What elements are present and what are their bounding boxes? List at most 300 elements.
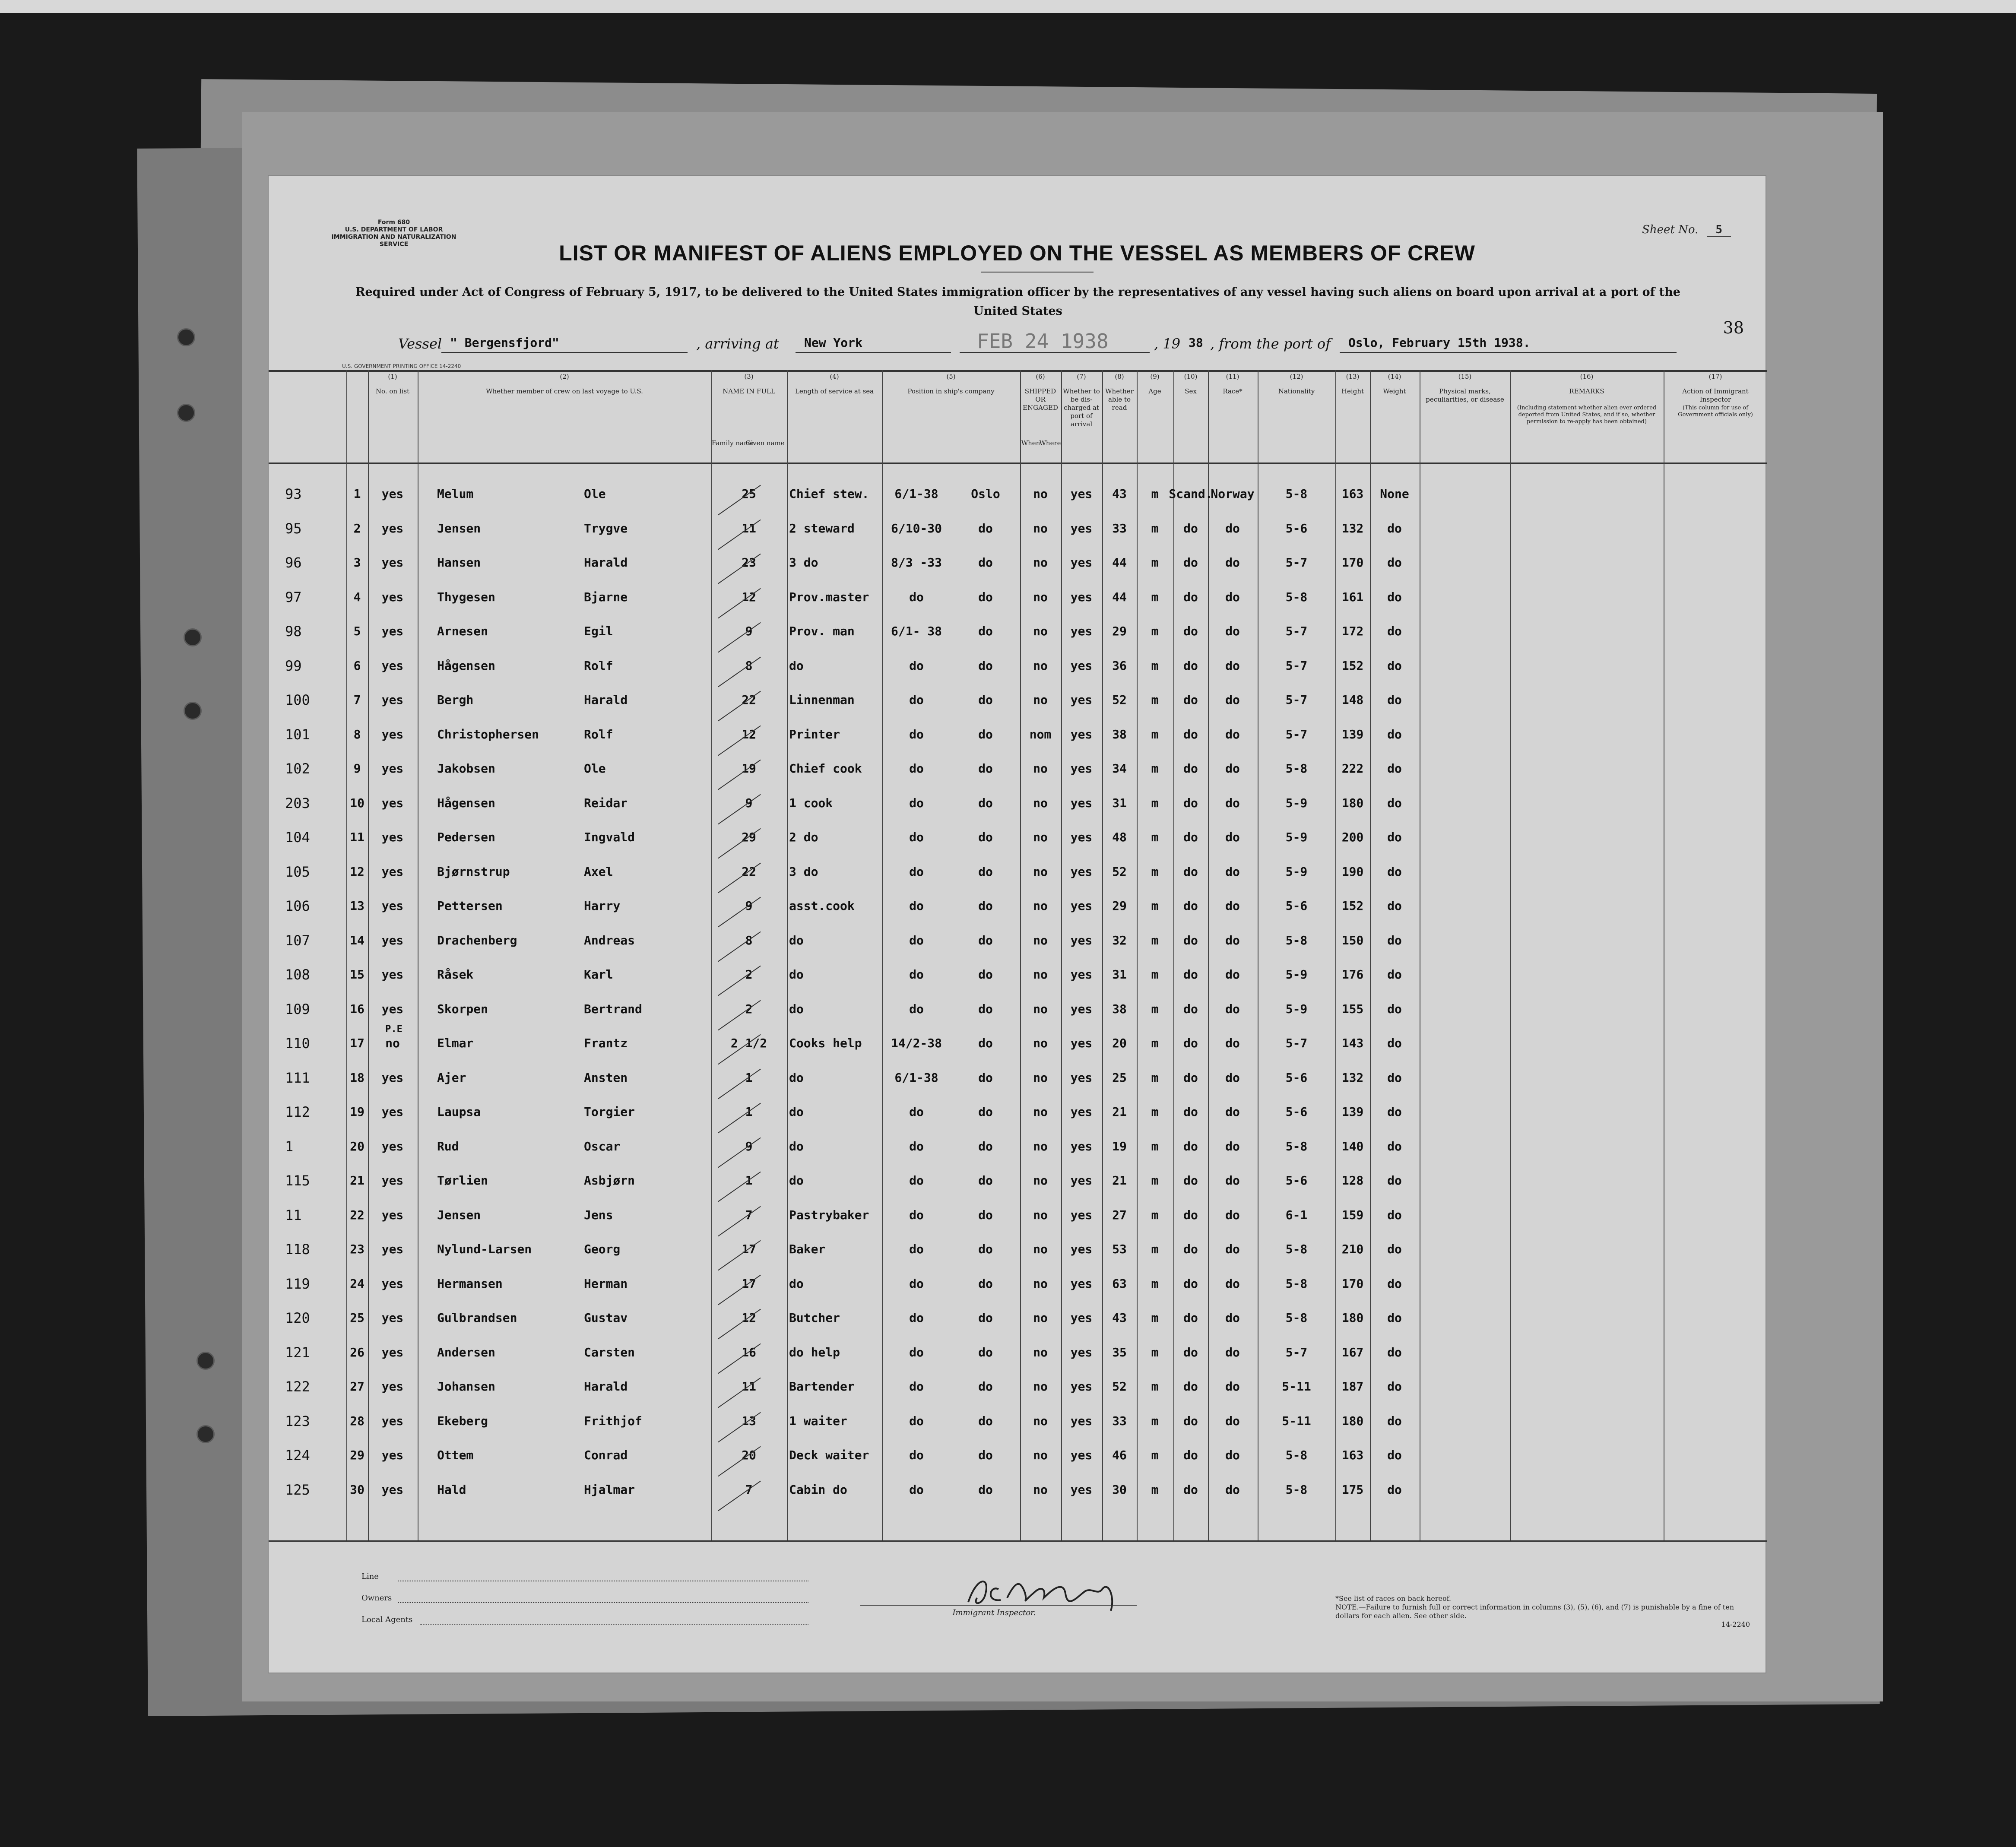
cell-read: yes xyxy=(1070,1036,1093,1050)
cell-service: 7 xyxy=(745,1482,753,1497)
cell-position: 1 waiter xyxy=(789,1413,847,1428)
cell-no: 17 xyxy=(350,1036,365,1050)
row-reference-number: 115 xyxy=(285,1172,310,1189)
cell-family: Råsek xyxy=(437,967,474,982)
row-reference-number: 118 xyxy=(285,1241,310,1258)
column-header: REMARKS xyxy=(1569,387,1604,395)
column-header: Age xyxy=(1148,387,1161,395)
cell-where: do xyxy=(978,795,993,810)
cell-sex: m xyxy=(1151,899,1159,913)
cell-nat: do xyxy=(1225,1036,1240,1050)
column-number: (7) xyxy=(1077,373,1086,380)
cell-prev: yes xyxy=(381,1207,404,1222)
cell-service: 19 xyxy=(742,761,756,776)
vessel-label: Vessel xyxy=(398,336,442,352)
service-tick-mark xyxy=(718,1206,761,1236)
cell-marks: do xyxy=(1387,1311,1402,1325)
cell-service: 7 xyxy=(745,1207,753,1222)
cell-disch: no xyxy=(1033,1001,1048,1016)
cell-no: 27 xyxy=(350,1379,365,1394)
column-number: (12) xyxy=(1290,373,1303,380)
cell-race: do xyxy=(1183,624,1198,638)
cell-no: 15 xyxy=(350,967,365,982)
cell-service: 8 xyxy=(745,658,753,673)
row-reference-number: 109 xyxy=(285,1001,310,1017)
cell-when: 6/10-30 xyxy=(891,521,942,535)
cell-height: 5-8 xyxy=(1285,1482,1308,1497)
column-number: (17) xyxy=(1709,373,1722,380)
row-reference-number: 95 xyxy=(285,520,302,537)
arriving-port: New York xyxy=(804,336,862,350)
cell-where: do xyxy=(978,1242,993,1256)
row-reference-number: 125 xyxy=(285,1481,310,1498)
cell-read: yes xyxy=(1070,1276,1093,1291)
cell-marks: do xyxy=(1387,1001,1402,1016)
cell-no: 5 xyxy=(353,624,361,638)
cell-prev: yes xyxy=(381,1276,404,1291)
line-label: Line xyxy=(361,1572,379,1581)
cell-given: Axel xyxy=(584,864,613,879)
cell-height: 5-8 xyxy=(1285,1311,1308,1325)
cell-service: 11 xyxy=(742,1379,756,1394)
cell-disch: no xyxy=(1033,864,1048,879)
cell-given: Hjalmar xyxy=(584,1482,635,1497)
row-reference-number: 124 xyxy=(285,1447,310,1464)
cell-height: 5-9 xyxy=(1285,1001,1308,1016)
cell-given: Bertrand xyxy=(584,1001,642,1016)
cell-family: Ekeberg xyxy=(437,1413,488,1428)
row-reference-number: 96 xyxy=(285,554,302,571)
cell-nat: do xyxy=(1225,1413,1240,1428)
cell-service: 25 xyxy=(742,487,756,501)
cell-read: yes xyxy=(1070,1070,1093,1085)
cell-where: do xyxy=(978,1036,993,1050)
cell-race: do xyxy=(1183,1448,1198,1462)
cell-age: 52 xyxy=(1112,693,1127,707)
from-label: , from the port of xyxy=(1210,336,1331,352)
cell-sex: m xyxy=(1151,1242,1159,1256)
cell-race: do xyxy=(1183,899,1198,913)
cell-position: Chief stew. xyxy=(789,487,869,501)
cell-nat: do xyxy=(1225,693,1240,707)
cell-family: Andersen xyxy=(437,1345,495,1359)
cell-no: 30 xyxy=(350,1482,365,1497)
cell-given: Ole xyxy=(584,487,606,501)
cell-no: 2 xyxy=(353,521,361,535)
cell-height: 5-6 xyxy=(1285,1070,1308,1085)
cell-family: Laupsa xyxy=(437,1105,481,1119)
column-rule xyxy=(1208,370,1209,1540)
cell-age: 32 xyxy=(1112,933,1127,947)
cell-marks: do xyxy=(1387,1413,1402,1428)
cell-family: Skorpen xyxy=(437,1001,488,1016)
cell-when: do xyxy=(909,1482,924,1497)
cell-race: do xyxy=(1183,1482,1198,1497)
cell-given: Reidar xyxy=(584,795,628,810)
column-subheader: (Including statement whether alien ever ordered deported from United States, and if so, whether permission to re-apply has been obtained) xyxy=(1517,405,1657,425)
cell-marks: do xyxy=(1387,1207,1402,1222)
cell-age: 33 xyxy=(1112,521,1127,535)
cell-family: Jensen xyxy=(437,1207,481,1222)
cell-age: 43 xyxy=(1112,1311,1127,1325)
cell-when: do xyxy=(909,967,924,982)
cell-disch: no xyxy=(1033,521,1048,535)
punch-hole xyxy=(197,1425,215,1443)
cell-nat: do xyxy=(1225,1070,1240,1085)
cell-age: 44 xyxy=(1112,555,1127,570)
cell-height: 5-11 xyxy=(1282,1379,1311,1394)
cell-service: 9 xyxy=(745,1139,753,1153)
cell-read: yes xyxy=(1070,1173,1093,1188)
column-number: (1) xyxy=(388,373,397,380)
column-rule xyxy=(1335,370,1336,1540)
cell-height: 5-8 xyxy=(1285,1139,1308,1153)
cell-where: do xyxy=(978,727,993,741)
cell-marks: do xyxy=(1387,1173,1402,1188)
service-tick-mark xyxy=(718,622,761,653)
cell-read: yes xyxy=(1070,589,1093,604)
cell-weight: 139 xyxy=(1341,727,1364,741)
column-header: Position in ship's company xyxy=(907,387,995,395)
cell-given: Harry xyxy=(584,899,621,913)
cell-no: 8 xyxy=(353,727,361,741)
cell-family: Drachenberg xyxy=(437,933,517,947)
row-reference-number: 102 xyxy=(285,760,310,777)
punch-hole xyxy=(184,628,202,646)
service: IMMIGRATION AND NATURALIZATION SERVICE xyxy=(331,234,456,248)
service-tick-mark xyxy=(718,1480,761,1511)
cell-nat: do xyxy=(1225,967,1240,982)
cell-position: Cabin do xyxy=(789,1482,847,1497)
cell-position: Printer xyxy=(789,727,840,741)
cell-prev: yes xyxy=(381,521,404,535)
cell-when: do xyxy=(909,1173,924,1188)
column-header: Physical marks, peculiarities, or disease xyxy=(1426,387,1504,403)
cell-given: Torgier xyxy=(584,1105,635,1119)
cell-when: 6/1- 38 xyxy=(891,624,942,638)
cell-read: yes xyxy=(1070,1413,1093,1428)
cell-marks: do xyxy=(1387,1276,1402,1291)
row-reference-number: 101 xyxy=(285,726,310,743)
cell-race: do xyxy=(1183,1105,1198,1119)
cell-race: do xyxy=(1183,933,1198,947)
cell-family: Elmar xyxy=(437,1036,474,1050)
cell-age: 43 xyxy=(1112,487,1127,501)
column-number: (10) xyxy=(1184,373,1198,380)
cell-weight: 139 xyxy=(1341,1105,1364,1119)
cell-when: do xyxy=(909,864,924,879)
sheet-value: 5 xyxy=(1707,223,1731,237)
cell-disch: no xyxy=(1033,795,1048,810)
cell-when: do xyxy=(909,1276,924,1291)
cell-marks: do xyxy=(1387,1036,1402,1050)
cell-given: Asbjørn xyxy=(584,1173,635,1188)
cell-given: Carsten xyxy=(584,1345,635,1359)
column-header: Height xyxy=(1341,387,1364,395)
cell-service: 23 xyxy=(742,555,756,570)
cell-service: 2 xyxy=(745,1001,753,1016)
cell-marks: do xyxy=(1387,521,1402,535)
cell-height: 5-6 xyxy=(1285,521,1308,535)
cell-read: yes xyxy=(1070,761,1093,776)
cell-sex: m xyxy=(1151,1276,1159,1291)
cell-sex: m xyxy=(1151,1448,1159,1462)
cell-nat: do xyxy=(1225,658,1240,673)
cell-given: Oscar xyxy=(584,1139,621,1153)
cell-read: yes xyxy=(1070,555,1093,570)
column-number: (16) xyxy=(1580,373,1594,380)
penalty-footnote: NOTE.—Failure to furnish full or correct information in columns (3), (5), (6), and (7) is punishable by a fine of ten dollars for each alien. See other side. xyxy=(1335,1603,1734,1620)
inspector-label: Immigrant Inspector. xyxy=(952,1608,1036,1617)
cell-disch: no xyxy=(1033,624,1048,638)
cell-disch: no xyxy=(1033,1379,1048,1394)
column-rule xyxy=(787,370,788,1540)
column-rule xyxy=(1173,370,1174,1540)
cell-sex: m xyxy=(1151,1345,1159,1359)
cell-weight: 163 xyxy=(1341,487,1364,501)
cell-weight: 152 xyxy=(1341,899,1364,913)
cell-read: yes xyxy=(1070,1345,1093,1359)
cell-marks: do xyxy=(1387,693,1402,707)
cell-height: 6-1 xyxy=(1285,1207,1308,1222)
cell-height: 5-8 xyxy=(1285,487,1308,501)
cell-nat: do xyxy=(1225,1448,1240,1462)
cell-prev: yes xyxy=(381,487,404,501)
cell-position: Pastrybaker xyxy=(789,1207,869,1222)
cell-family: Jensen xyxy=(437,521,481,535)
punch-hole xyxy=(177,328,195,346)
cell-prev: yes xyxy=(381,624,404,638)
cell-when: do xyxy=(909,1001,924,1016)
cell-race: do xyxy=(1183,727,1198,741)
cell-nat: do xyxy=(1225,589,1240,604)
cell-disch: no xyxy=(1033,1105,1048,1119)
form-number: Form 680 xyxy=(377,219,410,226)
column-rule xyxy=(1061,370,1062,1540)
cell-read: yes xyxy=(1070,933,1093,947)
cell-sex: m xyxy=(1151,795,1159,810)
cell-read: yes xyxy=(1070,1105,1093,1119)
cell-family: Hansen xyxy=(437,555,481,570)
cell-prev: yes xyxy=(381,589,404,604)
cell-prev: yes xyxy=(381,1482,404,1497)
cell-no: 19 xyxy=(350,1105,365,1119)
cell-height: 5-9 xyxy=(1285,864,1308,879)
cell-family: Hermansen xyxy=(437,1276,503,1291)
cell-disch: no xyxy=(1033,1276,1048,1291)
cell-family: Thygesen xyxy=(437,589,495,604)
cell-nat: do xyxy=(1225,624,1240,638)
cell-disch: no xyxy=(1033,1070,1048,1085)
cell-family: Christophersen xyxy=(437,727,539,741)
cell-weight: 190 xyxy=(1341,864,1364,879)
cell-family: Bergh xyxy=(437,693,474,707)
cell-service: 2 1/2 xyxy=(730,1036,767,1050)
signature-line xyxy=(860,1605,1137,1606)
row-reference-number: 119 xyxy=(285,1275,310,1292)
cell-marks: do xyxy=(1387,1139,1402,1153)
cell-marks: do xyxy=(1387,1105,1402,1119)
cell-read: yes xyxy=(1070,795,1093,810)
row-reference-number: 122 xyxy=(285,1378,310,1395)
cell-sex: m xyxy=(1151,487,1159,501)
cell-service: 16 xyxy=(742,1345,756,1359)
cell-race: do xyxy=(1183,1276,1198,1291)
column-subheader: Where xyxy=(1039,439,1061,447)
cell-position: Linnenman xyxy=(789,693,855,707)
cell-race: Scand. xyxy=(1169,487,1213,501)
cell-when: do xyxy=(909,830,924,844)
cell-nat: do xyxy=(1225,864,1240,879)
cell-when: do xyxy=(909,589,924,604)
cell-disch: no xyxy=(1033,1207,1048,1222)
cell-disch: no xyxy=(1033,1242,1048,1256)
cell-read: yes xyxy=(1070,1482,1093,1497)
cell-sex: m xyxy=(1151,521,1159,535)
cell-where: do xyxy=(978,830,993,844)
cell-weight: 148 xyxy=(1341,693,1364,707)
year: 38 xyxy=(1189,336,1203,350)
cell-nat: do xyxy=(1225,727,1240,741)
cell-weight: 180 xyxy=(1341,1311,1364,1325)
cell-height: 5-7 xyxy=(1285,1345,1308,1359)
cell-read: yes xyxy=(1070,864,1093,879)
cell-prev: yes xyxy=(381,1105,404,1119)
cell-where: do xyxy=(978,1276,993,1291)
cell-position: Prov. man xyxy=(789,624,855,638)
cell-nat: do xyxy=(1225,761,1240,776)
cell-height: 5-9 xyxy=(1285,830,1308,844)
cell-when: do xyxy=(909,1139,924,1153)
cell-service: 1 xyxy=(745,1105,753,1119)
cell-service: 20 xyxy=(742,1448,756,1462)
cell-when: do xyxy=(909,658,924,673)
cell-sex: m xyxy=(1151,1001,1159,1016)
cell-position: do xyxy=(789,1276,804,1291)
cell-when: 14/2-38 xyxy=(891,1036,942,1050)
cell-prev: yes xyxy=(381,1139,404,1153)
vessel-line xyxy=(398,329,1694,355)
cell-age: 53 xyxy=(1112,1242,1127,1256)
column-rule xyxy=(368,370,369,1540)
cell-race: do xyxy=(1183,1207,1198,1222)
column-header: Whether to be dis-charged at port of arrival xyxy=(1063,387,1100,428)
cell-marks: do xyxy=(1387,589,1402,604)
cell-where: do xyxy=(978,1345,993,1359)
cell-read: yes xyxy=(1070,521,1093,535)
year-prefix: , 19 xyxy=(1154,336,1181,352)
cell-position: Bartender xyxy=(789,1379,855,1394)
cell-disch: no xyxy=(1033,1345,1048,1359)
cell-service: 12 xyxy=(742,727,756,741)
cell-marks: do xyxy=(1387,727,1402,741)
cell-prev: yes xyxy=(381,830,404,844)
cell-nat: do xyxy=(1225,1379,1240,1394)
cell-disch: no xyxy=(1033,933,1048,947)
cell-annotation: P.E xyxy=(385,1024,403,1035)
column-header: Whether able to read xyxy=(1105,387,1134,412)
cell-disch: no xyxy=(1033,1036,1048,1050)
row-reference-number: 121 xyxy=(285,1344,310,1361)
cell-given: Harald xyxy=(584,693,628,707)
cell-no: 6 xyxy=(353,658,361,673)
service-tick-mark xyxy=(718,1103,761,1133)
cell-marks: do xyxy=(1387,830,1402,844)
cell-disch: no xyxy=(1033,899,1048,913)
cell-disch: nom xyxy=(1029,727,1052,741)
column-header: SHIPPED OR ENGAGED xyxy=(1023,387,1058,412)
cell-when: do xyxy=(909,727,924,741)
cell-where: do xyxy=(978,1311,993,1325)
cell-weight: 143 xyxy=(1341,1036,1364,1050)
cell-weight: 155 xyxy=(1341,1001,1364,1016)
service-tick-mark xyxy=(718,966,761,996)
cell-prev: no xyxy=(385,1036,400,1050)
cell-prev: yes xyxy=(381,1413,404,1428)
cell-position: do xyxy=(789,1001,804,1016)
column-rule xyxy=(1102,370,1103,1540)
cell-marks: do xyxy=(1387,1070,1402,1085)
cell-no: 3 xyxy=(353,555,361,570)
cell-age: 29 xyxy=(1112,899,1127,913)
document-subtitle: Required under Act of Congress of February 5, 1917, to be delivered to the United States immigration officer by the representatives of any vessel having such aliens on board upon arrival at a port of the United States xyxy=(355,285,1680,318)
cell-service: 22 xyxy=(742,693,756,707)
cell-marks: None xyxy=(1380,487,1409,501)
column-header: Action of Immigrant Inspector xyxy=(1682,387,1749,403)
column-number: (2) xyxy=(560,373,569,380)
agents-label: Local Agents xyxy=(361,1615,413,1624)
cell-where: do xyxy=(978,1139,993,1153)
cell-service: 17 xyxy=(742,1276,756,1291)
cell-read: yes xyxy=(1070,1242,1093,1256)
column-subheader: Family name xyxy=(711,439,754,447)
cell-position: do xyxy=(789,1070,804,1085)
cell-race: do xyxy=(1183,693,1198,707)
column-number: (8) xyxy=(1115,373,1124,380)
column-number: (5) xyxy=(946,373,956,380)
cell-height: 5-8 xyxy=(1285,589,1308,604)
cell-weight: 161 xyxy=(1341,589,1364,604)
cell-race: do xyxy=(1183,1345,1198,1359)
cell-no: 22 xyxy=(350,1207,365,1222)
cell-prev: yes xyxy=(381,1311,404,1325)
cell-prev: yes xyxy=(381,555,404,570)
cell-weight: 163 xyxy=(1341,1448,1364,1462)
row-reference-number: 1 xyxy=(285,1138,294,1155)
cell-race: do xyxy=(1183,555,1198,570)
column-subheader: (This column for use of Government officials only) xyxy=(1678,405,1753,418)
cell-given: Bjarne xyxy=(584,589,628,604)
cell-height: 5-7 xyxy=(1285,693,1308,707)
cell-sex: m xyxy=(1151,589,1159,604)
cell-race: do xyxy=(1183,967,1198,982)
cell-family: Ajer xyxy=(437,1070,466,1085)
cell-marks: do xyxy=(1387,1448,1402,1462)
printing-office: U.S. GOVERNMENT PRINTING OFFICE 14-2240 xyxy=(342,363,461,369)
cell-prev: yes xyxy=(381,658,404,673)
cell-family: Pettersen xyxy=(437,899,503,913)
cell-nat: do xyxy=(1225,1276,1240,1291)
cell-family: Tørlien xyxy=(437,1173,488,1188)
cell-sex: m xyxy=(1151,1413,1159,1428)
cell-marks: do xyxy=(1387,864,1402,879)
owners-label: Owners xyxy=(361,1594,392,1603)
cell-sex: m xyxy=(1151,761,1159,776)
cell-read: yes xyxy=(1070,1311,1093,1325)
cell-prev: yes xyxy=(381,1379,404,1394)
cell-age: 21 xyxy=(1112,1105,1127,1119)
cell-where: do xyxy=(978,1448,993,1462)
